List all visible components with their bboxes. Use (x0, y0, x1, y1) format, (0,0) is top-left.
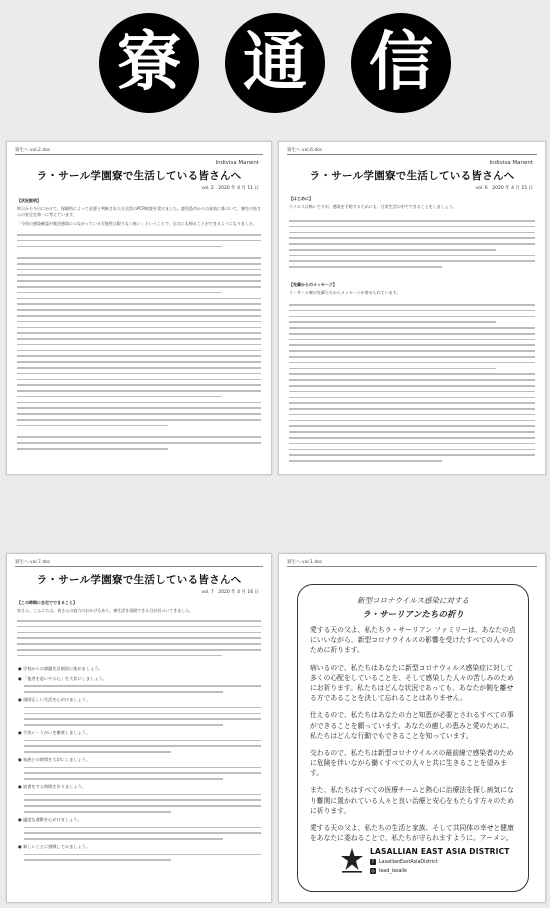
district-name: LASALLIAN EAST ASIA DISTRICT (370, 847, 510, 856)
newsletter-page-vol2[interactable] (6, 141, 272, 475)
header-divider (287, 154, 537, 155)
doc-filename: 寮生へ vol.1.doc (287, 560, 323, 565)
volume-date: vol. 6 2020 年 4 月 15 日 (475, 186, 533, 191)
newsletter-body (17, 198, 261, 229)
masthead-char-3: 信 (351, 13, 451, 113)
newsletter-page-vol7[interactable] (6, 553, 272, 903)
paragraph: ラ・サール寮の先輩たちからメッセージが寄せられています。 (289, 290, 401, 296)
section-heading: 【状況説明】 (17, 198, 41, 203)
body-text-lines (17, 234, 261, 454)
instagram-handle[interactable] (370, 868, 407, 874)
doc-filename: 寮生へ vol.6.doc (287, 148, 323, 153)
newsletter-title: ラ・サール学園寮で生活している皆さんへ (36, 170, 242, 182)
tip-item: ● 「他者を思いやる心」を大切にしましょう。 (18, 675, 107, 681)
section-heading: 【はじめに】 (289, 196, 313, 201)
body-text-lines (17, 620, 261, 666)
section-heading: 【先輩からのメッセージ】 (289, 282, 337, 287)
newsletter-title: ラ・サール学園寮で生活している皆さんへ (309, 170, 515, 182)
doc-filename: 寮生へ vol.2.doc (15, 148, 51, 153)
paragraph: 昨日から今日にかけて、保健所によって必要と判断された方全員のPCR検査を受けました。鹿児島市からの発表に基づいて、寮生の皆さんの安全を第一に考えています。 (17, 206, 261, 218)
prayer-subheading: ラ・サーリアンたちの祈り (362, 610, 464, 620)
masthead-char-1: 寮 (99, 13, 199, 113)
prayer-paragraph: 仕えるので、私たちはあなたの力と知恵が必要とされるすべての事ができることを願っています。あなたの癒しの恵みと愛のために、私たちはどんな行動でもできることを知っています。 (310, 711, 514, 740)
tip-item: ● 手洗い・うがいを徹底しましょう。 (18, 729, 91, 735)
prayer-page[interactable] (278, 553, 546, 903)
facebook-text: LasallianEastAsiaDistrict (379, 859, 438, 865)
district-footer (340, 845, 520, 881)
tip-item: ● 新しいことに挑戦してみましょう。 (18, 843, 91, 849)
prayer-paragraph: 愛する天の父よ、私たちの生活と家族、そして共同体の幸せと健康をあなたに委ねることで、私たちが守られますように。アーメン。 (310, 824, 514, 843)
body-text-lines-2 (289, 304, 535, 466)
tip-item: ● 適度な運動を心がけましょう。 (18, 816, 82, 822)
masthead-title (0, 8, 550, 118)
instagram-text: lead_lasalle (379, 868, 407, 874)
tips-list (17, 666, 261, 865)
newsletter-body-2 (289, 282, 535, 298)
lasallian-star-logo-icon (340, 847, 364, 873)
paragraph: 「今回の感染確認が集団感染につながっている可能性は限りなく低い」ということで、自宅にも帰ることができるようになりました。 (17, 220, 257, 226)
prayer-card (297, 584, 529, 892)
prayer-text (310, 625, 516, 850)
newsletter-body (17, 600, 261, 616)
instagram-icon: ◎ (371, 868, 375, 873)
volume-date: vol. 7 2020 年 4 月 16 日 (201, 590, 259, 595)
doc-filename: 寮生へ vol.7.doc (15, 560, 51, 565)
header-divider (15, 566, 263, 567)
prayer-paragraph: 愛する天の父よ、私たちラ・サーリアン ファミリーは、あなたの点にいいながら、新型コロナウイルスの影響を受けたすべての人々のために祈ります。 (310, 626, 516, 655)
masthead-char-2: 通 (225, 13, 325, 113)
paragraph: 皆さん、こんにちは。皆さんの協力のおかげもあり、寮生活を再開できる日が近づいてきました。 (17, 608, 194, 614)
newsletter-body (289, 196, 535, 212)
section-heading: 【この時期に自宅でできること】 (17, 600, 77, 605)
tip-item: ● 読書をする時間を作りましょう。 (18, 783, 86, 789)
prayer-paragraph: また、私たちはすべての医療チームと熱心に治療法を探し病気になり難関に置かれている人々と良い治療と安心をもたらす方々のために祈ります。 (310, 786, 514, 815)
facebook-icon: f (370, 859, 376, 865)
body-text-lines (289, 220, 535, 278)
tip-item: ● 家族との時間を大切にしましょう。 (18, 756, 91, 762)
tip-item: ● 規則正しい生活を心がけましょう。 (18, 697, 91, 702)
prayer-paragraph: 交わるので、私たちは新型コロナウイルスの最前線で感染者のために危険を伴いながら働くすべての人々と共に生きることを望みます。 (310, 748, 514, 778)
prayer-paragraph: 病いるので、私たちはあなたに新型コロナウィルス感染症に対して多くの心配をしていることを、そして感染した人々の苦しみのためにお祈ります。私たちはどんな状況であっても、あなたが側を離せる方であることを決して忘れることはありません。 (310, 663, 514, 703)
school-motto: Indivisa Manent (489, 160, 533, 166)
header-divider (287, 566, 537, 567)
newsletter-page-vol6[interactable] (278, 141, 546, 475)
newsletter-title: ラ・サール学園寮で生活している皆さんへ (36, 574, 242, 586)
header-divider (15, 154, 263, 155)
volume-date: vol. 2 2020 年 4 月 11 日 (201, 186, 259, 191)
facebook-handle[interactable] (370, 859, 438, 865)
tip-item: ● 学校からの課題を計画的に進めましょう。 (18, 666, 103, 671)
prayer-heading: 新型コロナウイルス感染に対する (356, 596, 470, 605)
paragraph: ウイルスは怖いですが、感染を予防するためにも、日常生活の中でできることをしましょう。 (289, 204, 457, 210)
school-motto: Indivisa Manent (215, 160, 259, 166)
